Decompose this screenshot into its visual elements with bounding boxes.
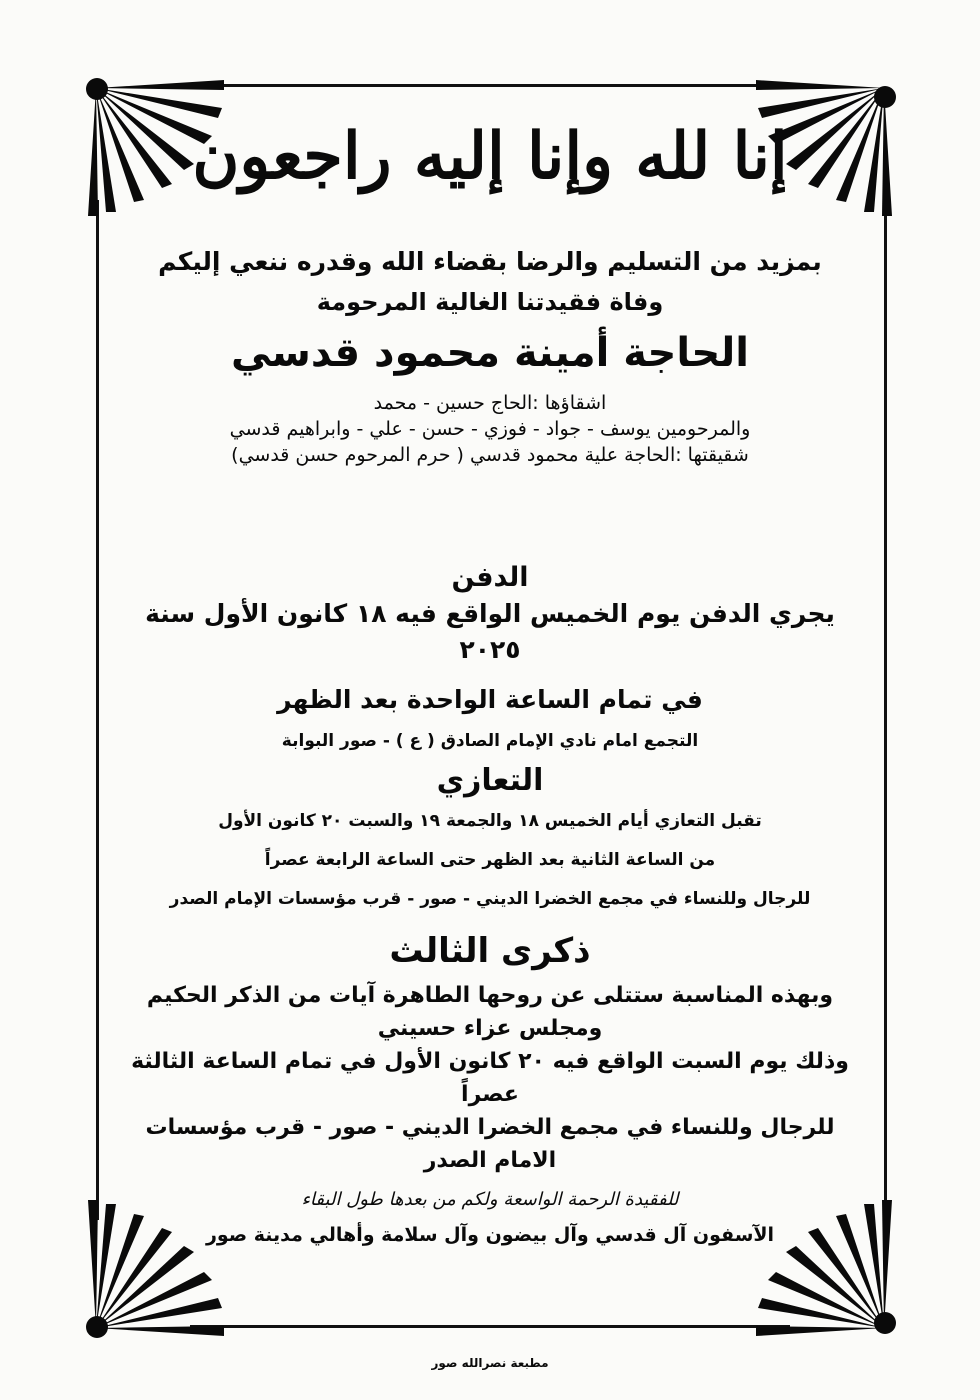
condolences-section: [120, 760, 860, 919]
corner-dot-bottom-right: [874, 1312, 896, 1334]
condolences-line-1: تقبل التعازي أيام الخميس ١٨ والجمعة ١٩ والسبت ٢٠ كانون الأول: [218, 811, 762, 831]
closing-mourners: الآسفون آل قدسي وآل بيضون وآل سلامة وأهالي مدينة صور: [205, 1224, 775, 1246]
third-day-line-3: للرجال وللنساء في مجمع الخضرا الديني - صور - قرب مؤسسات الامام الصدر: [145, 1115, 835, 1173]
deceased-name: الحاجة أمينة محمود قدسي: [231, 330, 749, 376]
third-day-title: ذكرى الثالث: [389, 931, 591, 971]
third-day-line-2: وذلك يوم السبت الواقع فيه ٢٠ كانون الأول في تمام الساعة الثالثة عصراً: [131, 1049, 849, 1107]
corner-dot-top-left: [86, 78, 108, 100]
intro-line-2: وفاة فقيدتنا الغالية المرحومة: [316, 288, 664, 316]
closing-section: [120, 1183, 860, 1253]
burial-line-1: يجري الدفن يوم الخميس الواقع فيه ١٨ كانون الأول سنة ٢٠٢٥: [145, 599, 835, 664]
third-day-section: [120, 923, 860, 1177]
intro-line-1: بمزيد من التسليم والرضا بقضاء الله وقدره ننعي إليكم: [158, 247, 822, 276]
condolences-line-3: للرجال وللنساء في مجمع الخضرا الديني - صور - قرب مؤسسات الإمام الصدر: [169, 889, 811, 909]
border-bottom: [190, 1325, 790, 1328]
relatives-late-brothers: والمرحومين يوسف - جواد - فوزي - حسن - علي - وابراهيم قدسي: [229, 418, 751, 440]
border-left: [96, 200, 99, 1220]
burial-title: الدفن: [451, 562, 529, 593]
relatives-block: [120, 390, 860, 468]
printer-credit: مطبعة نصرالله صور: [431, 1356, 549, 1370]
corner-dot-top-right: [874, 86, 896, 108]
obituary-content: [120, 70, 860, 1253]
condolences-title: التعازي: [436, 763, 544, 798]
relatives-sister: شقيقتها :الحاجة علية محمود قدسي ( حرم المرحوم حسن قدسي): [231, 444, 749, 466]
verse-text: إنا لله وإنا إليه راجعون: [192, 119, 788, 194]
calligraphy-verse: [120, 70, 860, 230]
condolences-line-2: من الساعة الثانية بعد الظهر حتى الساعة الرابعة عصراً: [264, 850, 716, 870]
relatives-brothers: اشقاؤها :الحاج حسين - محمد: [373, 392, 607, 414]
closing-prayer: للفقيدة الرحمة الواسعة ولكم من بعدها طول البقاء: [301, 1189, 679, 1210]
burial-line-3: التجمع امام نادي الإمام الصادق ( ع ) - صور البوابة: [281, 731, 699, 751]
third-day-line-1: وبهذه المناسبة ستتلى عن روحها الطاهرة آيات من الذكر الحكيم ومجلس عزاء حسيني: [146, 983, 834, 1041]
corner-dot-bottom-left: [86, 1316, 108, 1338]
burial-line-2: في تمام الساعة الواحدة بعد الظهر: [277, 685, 703, 714]
burial-section: [120, 560, 860, 760]
border-right: [884, 200, 887, 1220]
